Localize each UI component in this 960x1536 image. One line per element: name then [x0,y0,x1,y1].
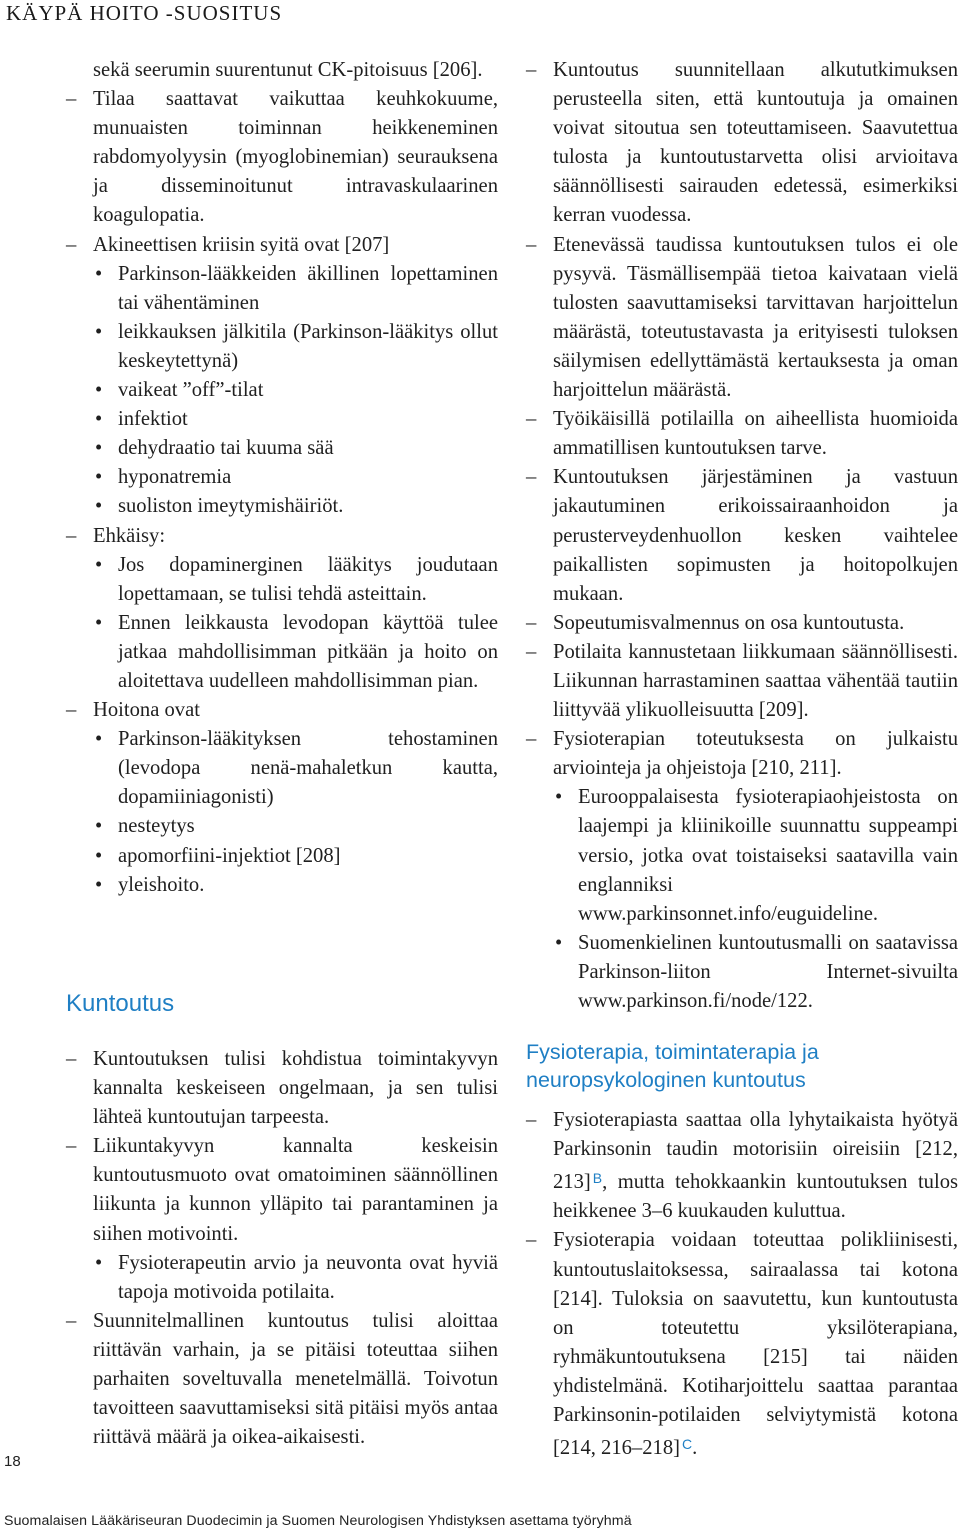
left-lower-column [66,1045,498,1452]
dash-item: – Työikäisillä potilailla on aiheellista huomioida ammatillisen kuntoutuksen tarve. [526,405,958,463]
bullet-item: • Fysioterapeutin arvio ja neuvonta ovat hyviä tapoja motivoida potilaita. [66,1249,498,1307]
bullet-item: • Parkinson-lääkityksen tehostaminen (levodopa nenä-mahaletkun kautta, dopamiiniagonisti) [66,725,498,812]
bullet-item: • infektiot [66,405,498,434]
dash-item: – Hoitona ovat [66,696,498,725]
dash-item: – Sopeutumisvalmennus on osa kuntoutusta. [526,609,958,638]
left-column [66,56,498,900]
dash-item: – Tilaa saattavat vaikuttaa keuhkokuume, munuaisten toiminnan heikkeneminen rabdomyolyysin (myoglobinemian) seurauksena ja disseminoitunut intravaskulaarinen koagulopatia. [66,85,498,230]
page-number: 18 [4,1453,21,1470]
bullet-item: • Eurooppalaisesta fysioterapiaohjeistosta on laajempi ja kliinikoille suunnattu suppeampi versio, jotka ovat toistaiseksi saatavilla vain englanniksi www.parkinsonnet.info/euguideline. [526,783,958,928]
dash-item: – Etenevässä taudissa kuntoutuksen tulos ei ole pysyvä. Täsmällisempää tietoa kaivataan vielä tulosten saavuttamiseksi tarvittavan harjoittelun määrästä, toteutustavasta ja erityisesti tuloksen säilymisen edellyttämästä kertauksesta ja oman harjoittelun määrästä. [526,231,958,406]
dash-item: – Kuntoutuksen tulisi kohdistua toimintakyvyn kannalta keskeiseen ongelmaan, ja sen tulisi lähteä kuntoutujan tarpeesta. [66,1045,498,1132]
bullet-item: • nesteytys [66,812,498,841]
paragraph-text: Fysioterapia voidaan toteuttaa polikliinisesti, kuntoutuslaitoksessa, sairaalassa tai kotona [214]. Tuloksia on saavutettu, kun kuntoutusta on toteutettu yksilöterapiana, ryhmäkuntoutuksena [215] tai näiden yhdistelmänä. Kotiharjoittelu saattaa parantaa Parkinsonin-potilaiden selviytymistä kotona [214, 216–218] [553,1229,958,1460]
evidence-grade-badge: C [681,1436,693,1453]
page-footer: Suomalaisen Lääkäriseuran Duodecimin ja Suomen Neurologisen Yhdistyksen asettama työryhmä [4,1513,632,1529]
dash-item: – Suunnitelmallinen kuntoutus tulisi aloittaa riittävän varhain, ja se pitäisi toteuttaa siihen parhaiten soveltuvalla menetelmällä. Toivotun tavoitteen saavuttamiseksi sitä pitäisi myös antaa riittävä määrä ja oikea-aikaisesti. [66,1307,498,1452]
dash-item: – Akineettisen kriisin syitä ovat [207] [66,231,498,260]
dash-item: – Ehkäisy: [66,522,498,551]
dash-item: – Kuntoutuksen järjestäminen ja vastuun jakautuminen erikoissairaanhoidon ja perusterveydenhuollon kesken vaihtelee paikallisten sopimusten ja hoitopolkujen mukaan. [526,463,958,608]
section-title-fysioterapia: Fysioterapia, toimintaterapia ja neuropsykologinen kuntoutus [526,1040,819,1093]
dash-item [526,1106,958,1226]
bullet-item: • suoliston imeytymishäiriöt. [66,492,498,521]
paragraph-text: Fysioterapiasta saattaa olla lyhytaikaista hyötyä Parkinsonin taudin motorisiin oireisiin [212, 213] [553,1109,958,1194]
bullet-item: • dehydraatio tai kuuma sää [66,434,498,463]
page-header: KÄYPÄ HOITO -SUOSITUS [6,1,283,25]
evidence-grade-badge: B [592,1170,603,1187]
paragraph-text: , mutta tehokkaankin kuntoutuksen tulos heikkenee 3–6 kuukauden kuluttua. [553,1171,958,1223]
dash-item: – Liikuntakyvyn kannalta keskeisin kuntoutusmuoto ovat omatoiminen säännöllinen liikunta ja kunnon ylläpito tai parantaminen ja siihen motivointi. [66,1132,498,1248]
bullet-item: • Jos dopaminerginen lääkitys joudutaan lopettamaan, se tulisi tehdä asteittain. [66,551,498,609]
dash-item: – Potilaita kannustetaan liikkumaan säännöllisesti. Liikunnan harrastaminen saattaa vähentää tautiin liittyvää ylikuolleisuutta [209]. [526,638,958,725]
right-column [526,56,958,1463]
dash-item: – Kuntoutus suunnitellaan alkututkimuksen perusteella siten, että kuntoutuja ja omainen voivat sitoutua sen toteuttamiseen. Saavutettua tulosta ja kuntoutustarvetta olisi arvioitava säännöllisesti sairauden edetessä, esimerkiksi kerran vuodessa. [526,56,958,231]
bullet-item: • leikkauksen jälkitila (Parkinson-lääkitys ollut keskeytettynä) [66,318,498,376]
paragraph: sekä seerumin suurentunut CK-pitoisuus [206]. [93,59,483,81]
paragraph-text: . [692,1437,698,1460]
dash-item: – Fysioterapian toteutuksesta on julkaistu arviointeja ja ohjeistoja [210, 211]. [526,725,958,783]
dash-item [526,1226,958,1463]
bullet-item: • vaikeat ”off”-tilat [66,376,498,405]
bullet-item: • Ennen leikkausta levodopan käyttöä tulee jatkaa mahdollisimman pitkään ja hoito on aloitettava uudelleen mahdollisimman pian. [66,609,498,696]
bullet-item: • Parkinson-lääkkeiden äkillinen lopettaminen tai vähentäminen [66,260,498,318]
bullet-item: • hyponatremia [66,463,498,492]
bullet-item: • Suomenkielinen kuntoutusmalli on saatavissa Parkinson-liiton Internet-sivuilta www.parkinson.fi/node/122. [526,929,958,1016]
bullet-item: • apomorfiini-injektiot [208] [66,842,498,871]
section-title-kuntoutus: Kuntoutus [66,990,175,1017]
bullet-item: • yleishoito. [66,871,498,900]
